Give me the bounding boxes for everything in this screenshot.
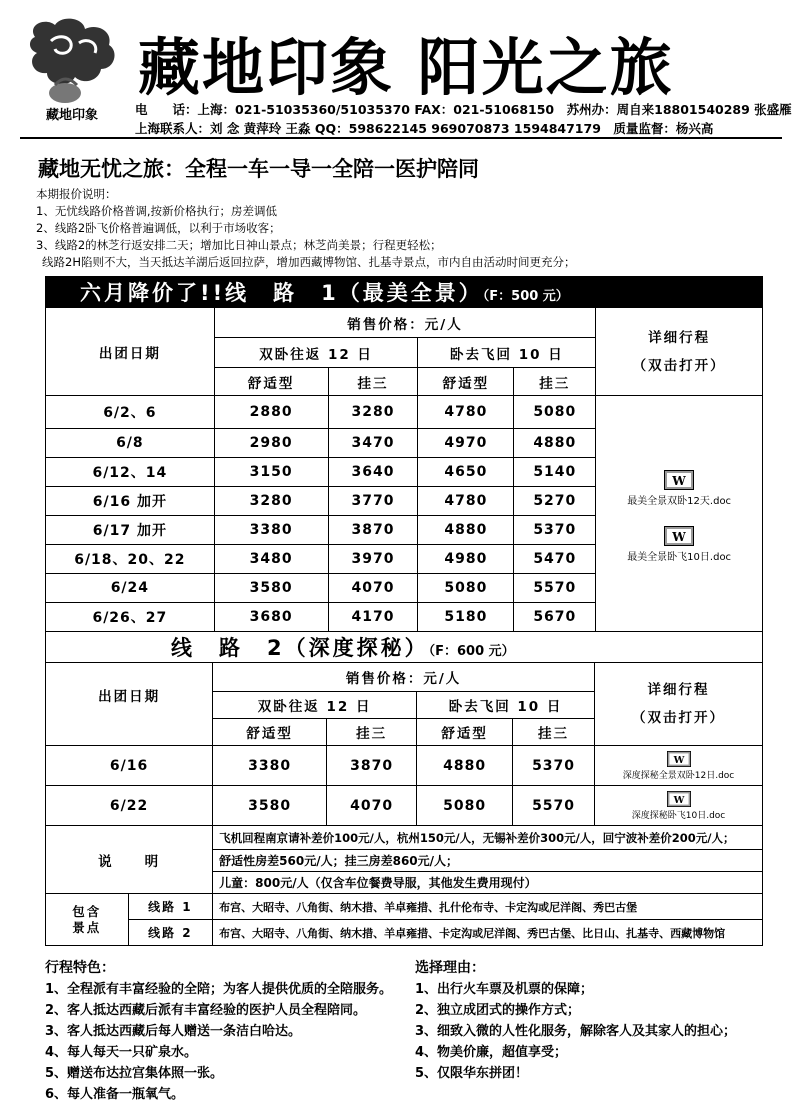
logo-image: [25, 15, 120, 125]
price-note-heading: 本期报价说明：: [36, 187, 117, 201]
doc-filename: 最美全景卧飞10日.doc: [627, 551, 732, 563]
svg-text:W: W: [672, 473, 686, 488]
feature-item: 2、客人抵达西藏后派有丰富经验的医护人员全程陪同。: [45, 1003, 367, 1018]
route1-col-guasan-1: 挂三: [328, 368, 418, 396]
doc-filename: 最美全景双卧12天.doc: [627, 495, 732, 507]
word-doc-icon: [666, 751, 692, 767]
route1-doc-cell: [596, 396, 763, 632]
route1-title: 六月降价了!!线 路 1（最美全景）: [80, 281, 483, 305]
route2-col-price: 销售价格：元/人: [213, 663, 595, 692]
reason-item: 4、物美价廉，超值享受；: [415, 1045, 568, 1060]
price-cell: 5370: [514, 516, 596, 545]
route1-detail-label: 详细行程: [648, 329, 711, 346]
price-note-4: 线路2H陷则不大，当天抵达羊湖后返回拉萨，增加西藏博物馆、扎基寺景点，市内自由活动时间更充分；: [42, 255, 576, 269]
route1-doc-link-2[interactable]: [596, 526, 762, 564]
row-date: 6/12、14: [46, 458, 215, 487]
table-row: [46, 746, 763, 786]
header-divider: [20, 137, 782, 139]
table-row: [46, 786, 763, 826]
route1-col-date: 出团日期: [46, 308, 215, 396]
price-cell: 5270: [514, 487, 596, 516]
price-cell: 5470: [514, 545, 596, 574]
feature-item: 5、赠送布达拉宫集体照一张。: [45, 1066, 224, 1081]
route2-col-detail: [595, 663, 763, 746]
price-cell: 2980: [214, 429, 328, 458]
price-cell: 4170: [328, 603, 418, 632]
price-cell: 3580: [214, 574, 328, 603]
feature-item: 1、全程派有丰富经验的全陪；为客人提供优质的全陪服务。: [45, 982, 393, 997]
route2-col-guasan-1: 挂三: [327, 719, 417, 746]
feature-item: 4、每人每天一只矿泉水。: [45, 1045, 198, 1060]
doc-filename: 深度探秘全景双卧12日.doc: [622, 770, 735, 781]
page-subtitle: 藏地无忧之旅：全程一车一导一全陪一医护陪同: [38, 157, 479, 181]
price-cell: 3380: [214, 516, 328, 545]
price-cell: 4880: [418, 516, 514, 545]
price-cell: 3770: [328, 487, 418, 516]
route2-col-comfort-2: 舒适型: [417, 719, 513, 746]
feature-item: 6、每人准备一瓶氧气。: [45, 1087, 185, 1102]
route1-col-detail: [596, 308, 763, 396]
price-cell: 3870: [327, 746, 417, 786]
route2-doc-link-2[interactable]: [595, 786, 763, 826]
price-cell: 3680: [214, 603, 328, 632]
route1-doc-link-1[interactable]: [596, 470, 762, 508]
word-doc-icon: [664, 470, 694, 490]
row-date: 6/16 加开: [46, 487, 215, 516]
reason-item: 5、仅限华东拼团！: [415, 1066, 529, 1081]
row-date: 6/2、6: [46, 396, 215, 429]
route1-col-comfort-2: 舒适型: [418, 368, 514, 396]
price-cell: 3640: [328, 458, 418, 487]
route1-price-table: [45, 276, 763, 632]
price-cell: 4650: [418, 458, 514, 487]
price-cell: 5080: [514, 396, 596, 429]
table-row: [46, 396, 763, 429]
route2-col-double: 双卧往返 12 日: [213, 692, 417, 719]
price-cell: 4070: [327, 786, 417, 826]
route1-col-price: 销售价格：元/人: [214, 308, 596, 338]
price-cell: 4970: [418, 429, 514, 458]
feature-item: 3、客人抵达西藏后每人赠送一条洁白哈达。: [45, 1024, 302, 1039]
route2-fare: （F：600 元）: [428, 644, 515, 659]
route2-price-table: [45, 631, 763, 946]
row-date: 6/17 加开: [46, 516, 215, 545]
price-cell: 4980: [418, 545, 514, 574]
scenic-route-2: 线路 2: [128, 920, 213, 946]
price-cell: 3480: [214, 545, 328, 574]
price-cell: 4070: [328, 574, 418, 603]
route2-banner: [46, 632, 763, 663]
svg-text:W: W: [673, 794, 684, 806]
price-cell: 3280: [328, 396, 418, 429]
scenic-spots-1: 布宫、大昭寺、八角街、纳木措、羊卓雍措、扎什伦布寺、卡定沟或尼洋阁、秀巴古堡: [213, 894, 763, 920]
explain-line-3: 儿童：800元/人（仅含车位餐费导服，其他发生费用现付）: [213, 872, 763, 894]
row-date: 6/8: [46, 429, 215, 458]
explain-line-1: 飞机回程南京请补差价100元/人，杭州150元/人，无锡补差价300元/人，回宁波补差价200元/人；: [213, 826, 763, 850]
row-date: 6/18、20、22: [46, 545, 215, 574]
price-cell: 4880: [417, 746, 513, 786]
price-cell: 5570: [513, 786, 595, 826]
reason-item: 3、细致入微的人性化服务，解除客人及其家人的担心；: [415, 1024, 737, 1039]
reason-item: 1、出行火车票及机票的保障；: [415, 982, 594, 997]
route2-detail-label: 详细行程: [647, 682, 710, 698]
route2-col-comfort-1: 舒适型: [213, 719, 327, 746]
route2-title: 线 路 2（深度探秘）: [171, 636, 429, 660]
price-cell: 5570: [514, 574, 596, 603]
price-cell: 3580: [213, 786, 327, 826]
price-cell: 3380: [213, 746, 327, 786]
contact-line-people: 上海联系人：刘 念 黄萍玲 王淼 QQ：598622145 969070873 1594847179 质量监督：杨兴高: [135, 121, 714, 136]
route2-col-date: 出团日期: [46, 663, 213, 746]
price-note-1: 1、无忧线路价格普调,按新价格执行；房差调低: [36, 204, 277, 218]
doc-filename: 深度探秘卧飞10日.doc: [631, 810, 726, 821]
route1-col-fly: 卧去飞回 10 日: [418, 338, 596, 368]
contact-line-phone: 电 话：上海：021-51035360/51035370 FAX：021-51068150 苏州办：周自来18801540289 张盛雁: [135, 102, 792, 117]
logo-text: 藏地印象: [45, 108, 99, 123]
price-cell: 5670: [514, 603, 596, 632]
route2-detail-hint: （双击打开）: [632, 710, 726, 726]
price-cell: 5140: [514, 458, 596, 487]
route1-col-double: 双卧往返 12 日: [214, 338, 418, 368]
price-cell: 3280: [214, 487, 328, 516]
explain-line-2: 舒适性房差560元/人；挂三房差860元/人；: [213, 850, 763, 872]
scenic-spots-2: 布宫、大昭寺、八角街、纳木措、羊卓雍措、卡定沟或尼洋阁、秀巴古堡、比日山、扎基寺、西藏博物馆: [213, 920, 763, 946]
price-cell: 4780: [418, 396, 514, 429]
scenic-label-1: 包含: [72, 903, 102, 919]
scenic-route-1: 线路 1: [128, 894, 213, 920]
route2-col-guasan-2: 挂三: [513, 719, 595, 746]
route1-detail-hint: （双击打开）: [632, 357, 726, 374]
brand-title: 藏地印象 阳光之旅: [138, 31, 674, 104]
row-date: 6/22: [46, 786, 213, 826]
price-note-2: 2、线路2卧飞价格普遍调低，以利于市场收客；: [36, 221, 281, 235]
row-date: 6/16: [46, 746, 213, 786]
price-cell: 3870: [328, 516, 418, 545]
route2-col-fly: 卧去飞回 10 日: [417, 692, 595, 719]
price-cell: 2880: [214, 396, 328, 429]
word-doc-icon: [664, 526, 694, 546]
route1-col-comfort-1: 舒适型: [214, 368, 328, 396]
price-cell: 4880: [514, 429, 596, 458]
row-date: 6/26、27: [46, 603, 215, 632]
word-doc-icon: [666, 791, 692, 807]
route2-doc-link-1[interactable]: [595, 746, 763, 786]
explain-label: 说 明: [46, 826, 213, 894]
scenic-label: [46, 894, 129, 946]
price-cell: 5370: [513, 746, 595, 786]
price-cell: 5080: [418, 574, 514, 603]
row-date: 6/24: [46, 574, 215, 603]
features-title: 行程特色：: [45, 960, 115, 976]
price-cell: 3470: [328, 429, 418, 458]
reasons-title: 选择理由：: [415, 960, 485, 976]
route1-fare: （F：500 元）: [482, 289, 569, 304]
svg-text:W: W: [672, 529, 686, 544]
price-cell: 5080: [417, 786, 513, 826]
price-cell: 5180: [418, 603, 514, 632]
price-cell: 3150: [214, 458, 328, 487]
route1-banner: [46, 277, 763, 308]
reason-item: 2、独立成团式的操作方式；: [415, 1003, 581, 1018]
scenic-label-2: 景点: [72, 919, 102, 935]
price-cell: 4780: [418, 487, 514, 516]
route1-col-guasan-2: 挂三: [514, 368, 596, 396]
price-note-3: 3、线路2的林芝行返安排二天；增加比日神山景点；林芝尚美景；行程更轻松；: [36, 238, 442, 252]
price-cell: 3970: [328, 545, 418, 574]
svg-text:W: W: [673, 754, 684, 766]
